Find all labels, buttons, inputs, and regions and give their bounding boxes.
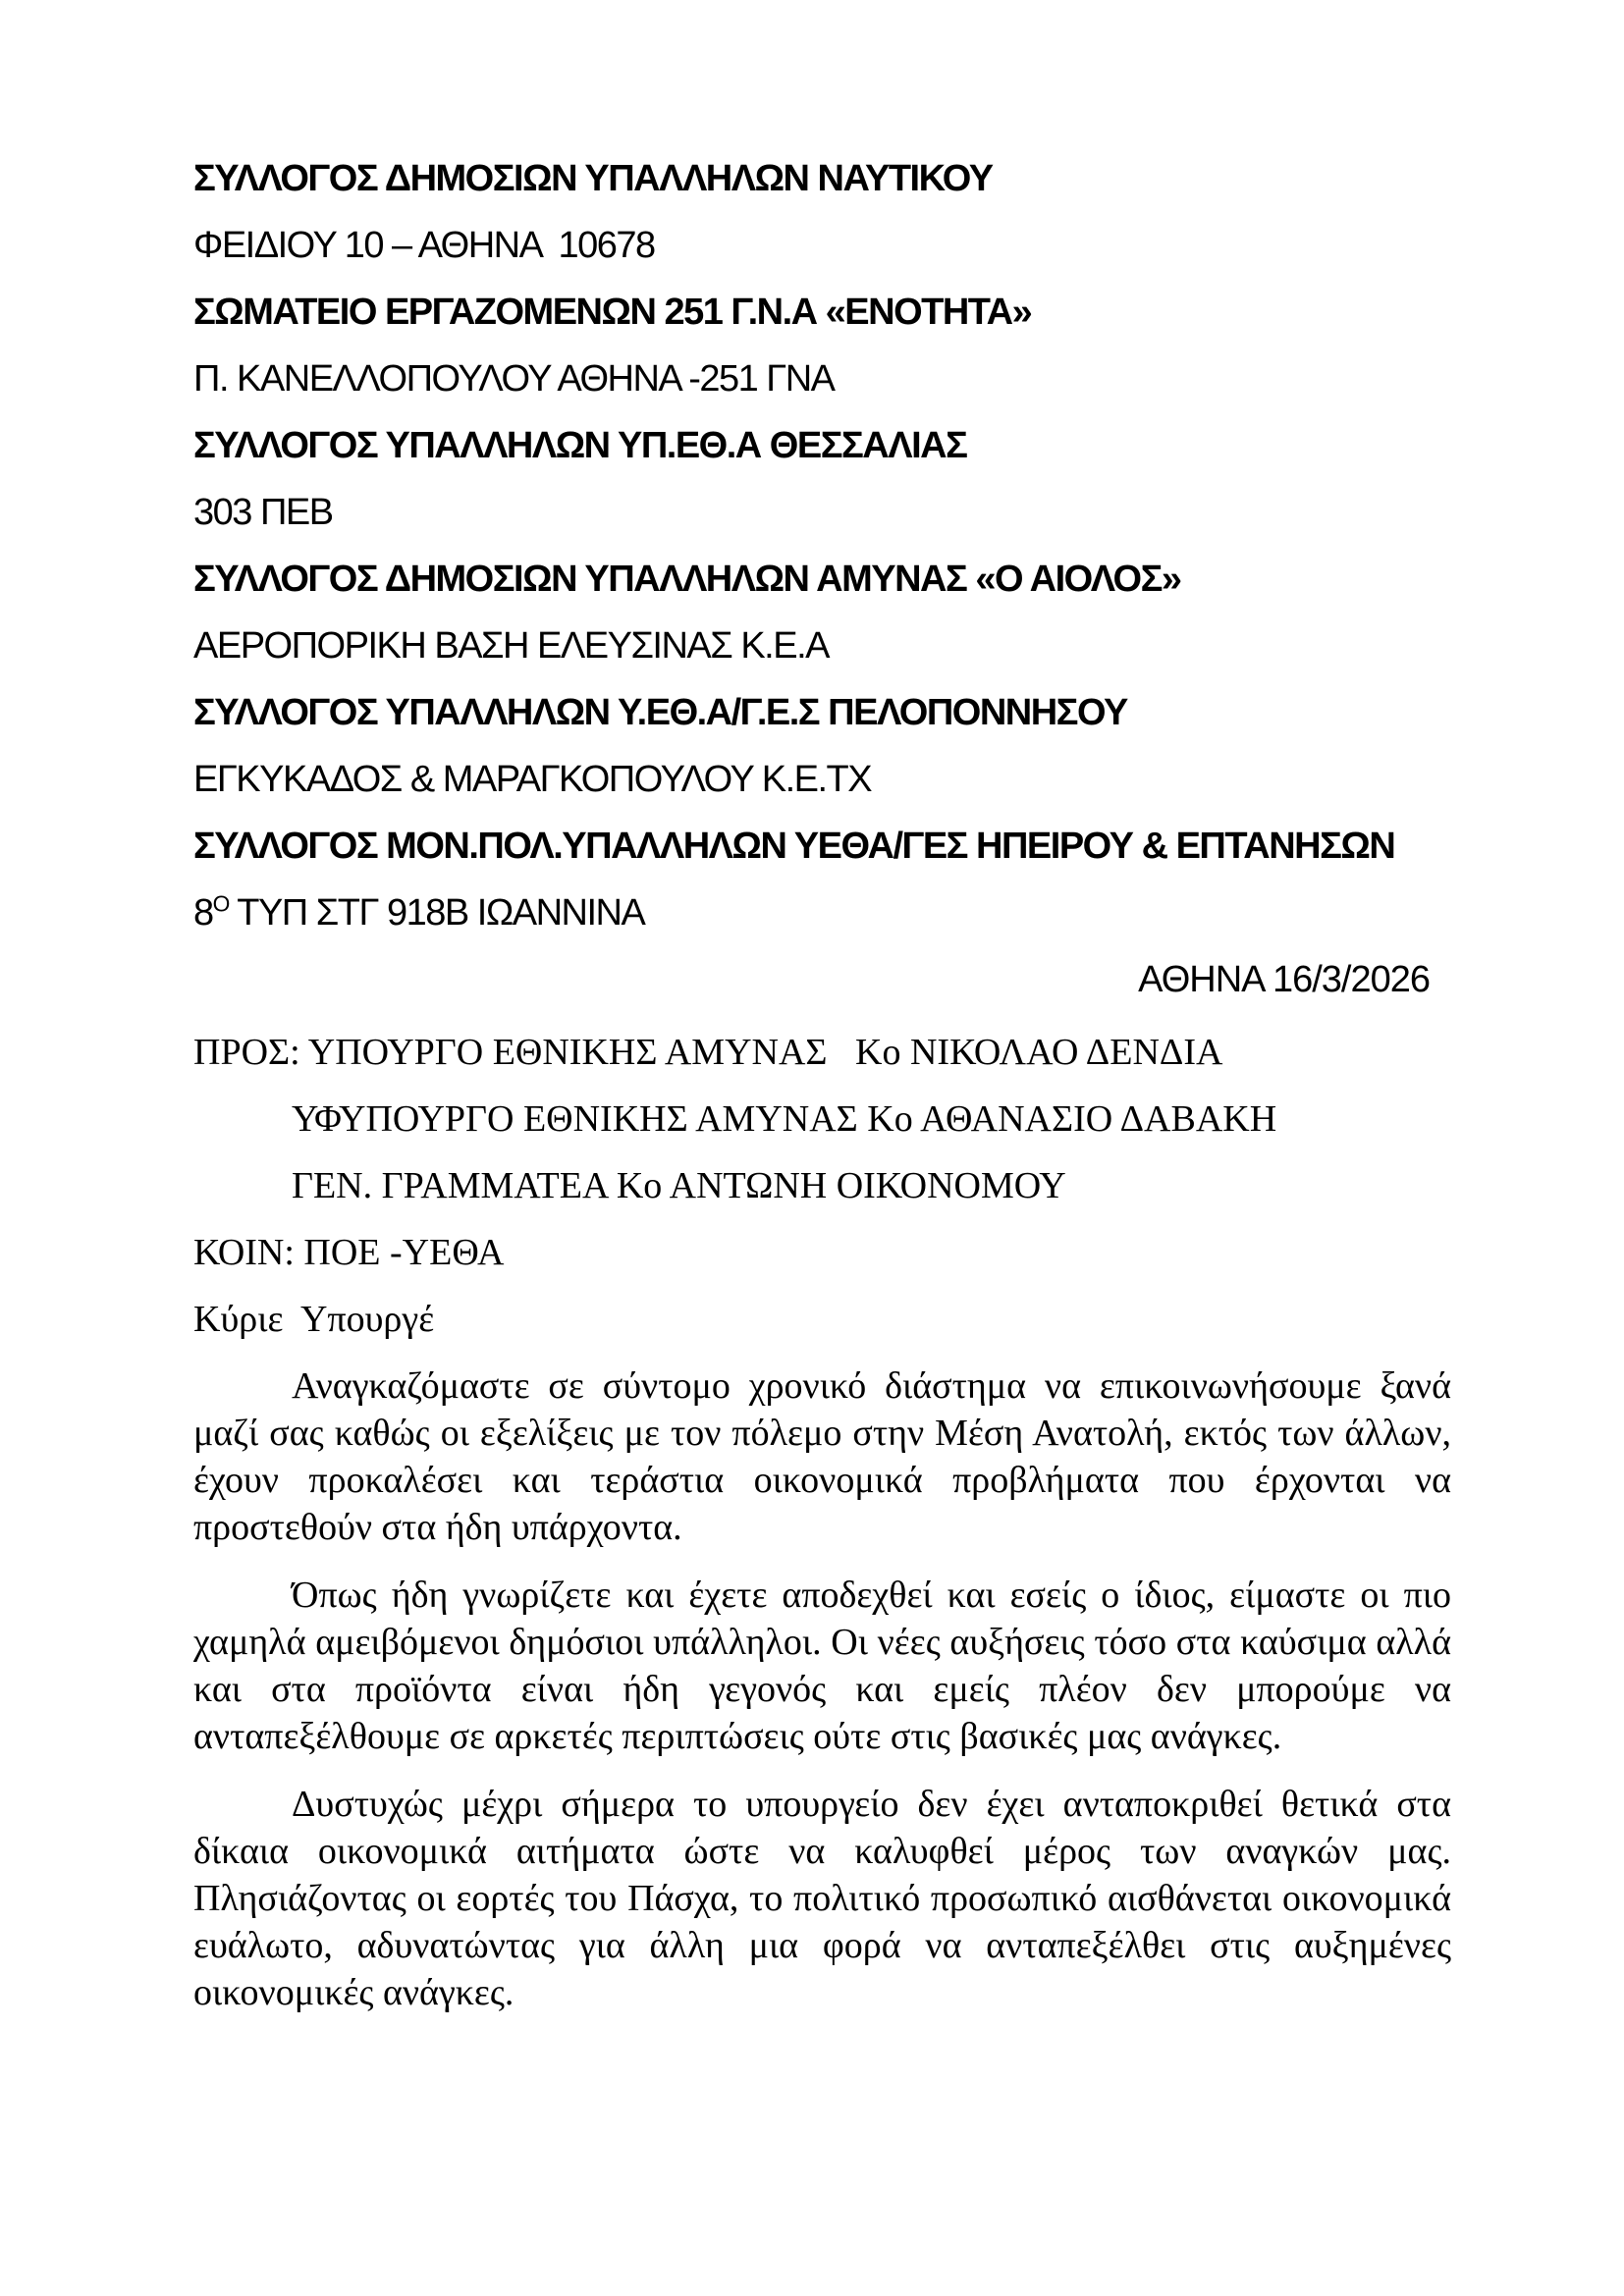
body-paragraph: Αναγκαζόμαστε σε σύντομο χρονικό διάστημα να επικοινωνήσουμε ξανά μαζί σας καθώς οι εξελίξεις με τον πόλεμο στην Μέση Ανατολή, εκτός των άλλων, έχουν προκαλέσει και τεράστια οικονομικά προβλήματα που έρχονται να προστεθούν στα ήδη υπάρχοντα. <box>193 1365 1451 1548</box>
org-address: Π. ΚΑΝΕΛΛΟΠΟΥΛΟΥ ΑΘΗΝΑ -251 ΓΝΑ <box>193 358 835 400</box>
org-address: ΑΕΡΟΠΟΡΙΚΗ ΒΑΣΗ ΕΛΕΥΣΙΝΑΣ Κ.Ε.Α <box>193 625 829 667</box>
recipient-to-line: ΥΦΥΠΟΥΡΓΟ ΕΘΝΙΚΗΣ ΑΜΥΝΑΣ Κο ΑΘΑΝΑΣΙΟ ΔΑΒΑΚΗ <box>292 1098 1277 1140</box>
org-address: 303 ΠΕΒ <box>193 492 333 533</box>
org-address <box>193 880 1451 946</box>
org-name: ΣΥΛΛΟΓΟΣ ΥΠΑΛΛΗΛΩΝ ΥΠ.ΕΘ.Α ΘΕΣΣΑΛΙΑΣ <box>193 425 967 466</box>
recipient-to-line: ΓΕΝ. ΓΡΑΜΜΑΤΕΑ Κο ΑΝΤΩΝΗ ΟΙΚΟΝΟΜΟΥ <box>292 1165 1066 1206</box>
recipient-to-line: ΠΡΟΣ: ΥΠΟΥΡΓΟ ΕΘΝΙΚΗΣ ΑΜΥΝΑΣ Κο ΝΙΚΟΛΑΟ ΔΕΝΔΙΑ <box>193 1032 1223 1073</box>
recipients-block <box>193 1019 1451 1286</box>
letterhead-organizations <box>193 145 1451 946</box>
org-name: ΣΥΛΛΟΓΟΣ ΔΗΜΟΣΙΩΝ ΥΠΑΛΛΗΛΩΝ ΝΑΥΤΙΚΟΥ <box>193 158 993 199</box>
org-address-number: 8 <box>193 892 213 934</box>
org-address: ΦΕΙΔΙΟΥ 10 – ΑΘΗΝΑ 10678 <box>193 225 655 266</box>
org-address-rest: ΤΥΠ ΣΤΓ 918Β ΙΩΑΝΝΙΝΑ <box>228 892 645 934</box>
letter-content <box>193 145 1451 2037</box>
org-name: ΣΥΛΛΟΓΟΣ ΥΠΑΛΛΗΛΩΝ Υ.ΕΘ.Α/Γ.Ε.Σ ΠΕΛΟΠΟΝΝΗΣΟΥ <box>193 692 1127 733</box>
recipient-cc-line: ΚΟΙΝ: ΠΟΕ -ΥΕΘΑ <box>193 1232 505 1273</box>
org-address: ΕΓΚΥΚΑΔΟΣ & ΜΑΡΑΓΚΟΠΟΥΛΟΥ Κ.Ε.ΤΧ <box>193 759 872 800</box>
body-paragraph: Δυστυχώς μέχρι σήμερα το υπουργείο δεν έχει ανταποκριθεί θετικά στα δίκαια οικονομικά αιτήματα ώστε να καλυφθεί μέρος των αναγκών μας. Πλησιάζοντας οι εορτές του Πάσχα, το πολιτικό προσωπικό αισθάνεται οικονομικά ευάλωτο, αδυνατώντας για άλλη μια φορά να ανταπεξέλθει στις αυξημένες οικονομικές ανάγκες. <box>193 1784 1451 2013</box>
letter-date: ΑΘΗΝΑ 16/3/2026 <box>1138 959 1430 1000</box>
org-name: ΣΥΛΛΟΓΟΣ ΜΟΝ.ΠΟΛ.ΥΠΑΛΛΗΛΩΝ ΥΕΘΑ/ΓΕΣ ΗΠΕΙΡΟΥ & ΕΠΤΑΝΗΣΩΝ <box>193 826 1395 867</box>
salutation: Κύριε Υπουργέ <box>193 1299 435 1340</box>
org-name: ΣΩΜΑΤΕΙΟ ΕΡΓΑΖΟΜΕΝΩΝ 251 Γ.Ν.Α «ΕΝΟΤΗΤΑ» <box>193 292 1032 333</box>
body-paragraph: Όπως ήδη γνωρίζετε και έχετε αποδεχθεί και εσείς ο ίδιος, είμαστε οι πιο χαμηλά αμειβόμενοι δημόσιοι υπάλληλοι. Οι νέες αυξήσεις τόσο στα καύσιμα αλλά και στα προϊόντα είναι ήδη γεγονός και εμείς πλέον δεν μπορούμε να ανταπεξέλθουμε σε αρκετές περιπτώσεις ούτε στις βασικές μας ανάγκες. <box>193 1575 1451 1757</box>
letter-body <box>193 1362 1451 2016</box>
org-address-ordinal-superscript: Ο <box>212 890 229 917</box>
org-name: ΣΥΛΛΟΓΟΣ ΔΗΜΟΣΙΩΝ ΥΠΑΛΛΗΛΩΝ ΑΜΥΝΑΣ «Ο ΑΙΟΛΟΣ» <box>193 559 1181 600</box>
